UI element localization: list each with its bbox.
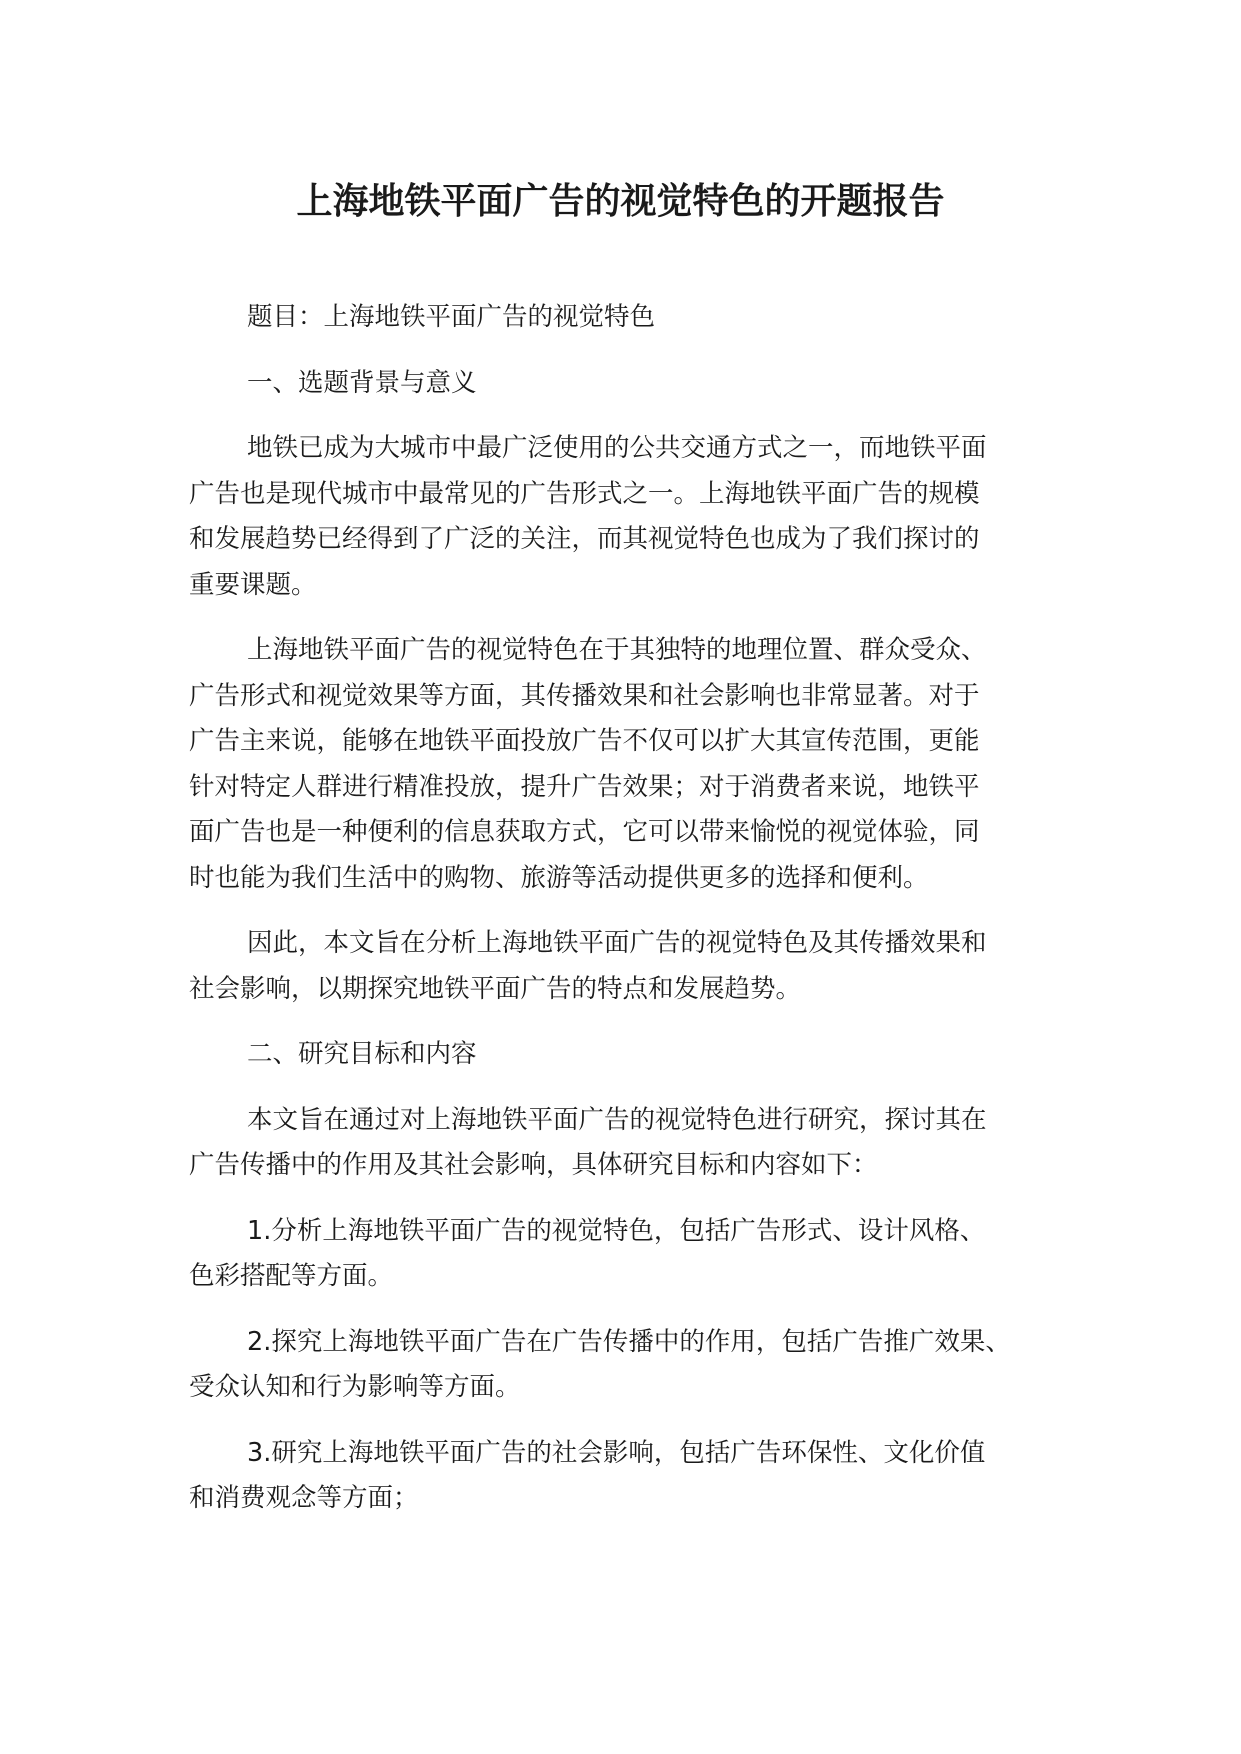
paragraph-line: 2.探究上海地铁平面广告在广告传播中的作用，包括广告推广效果、 (247, 1326, 1011, 1357)
paragraph-line: 和发展趋势已经得到了广泛的关注，而其视觉特色也成为了我们探讨的 (189, 524, 980, 554)
paragraph-line: 二、研究目标和内容 (247, 1039, 477, 1069)
paragraph-line: 广告也是现代城市中最常见的广告形式之一。上海地铁平面广告的规模 (189, 478, 980, 509)
section-heading-1 (189, 361, 1089, 407)
paragraph-line: 广告传播中的作用及其社会影响，具体研究目标和内容如下： (189, 1150, 878, 1180)
paragraph-line: 因此，本文旨在分析上海地铁平面广告的视觉特色及其传播效果和 (247, 928, 987, 958)
paragraph-line: 社会影响，以期探究地铁平面广告的特点和发展趋势。 (189, 973, 802, 1004)
paragraph-line: 广告主来说，能够在地铁平面投放广告不仅可以扩大其宣传范围，更能 (189, 726, 980, 756)
paragraph-line: 广告形式和视觉效果等方面，其传播效果和社会影响也非常显著。对于 (189, 680, 980, 711)
document-body (189, 295, 1089, 1542)
paragraph (189, 426, 1089, 608)
paragraph (189, 921, 1089, 1012)
list-item (189, 1431, 1089, 1522)
paragraph-line: 一、选题背景与意义 (247, 367, 477, 398)
paragraph-line: 本文旨在通过对上海地铁平面广告的视觉特色进行研究，探讨其在 (247, 1104, 987, 1135)
paragraph-line: 色彩搭配等方面。 (189, 1261, 394, 1291)
paragraph (189, 628, 1089, 901)
paragraph-line: 重要课题。 (189, 569, 317, 600)
list-item (189, 1320, 1089, 1411)
document-title: 上海地铁平面广告的视觉特色的开题报告 (296, 181, 945, 222)
paragraph (189, 1098, 1089, 1189)
list-item (189, 1209, 1089, 1300)
paragraph-line: 面广告也是一种便利的信息获取方式，它可以带来愉悦的视觉体验，同 (189, 817, 980, 847)
paragraph-line: 时也能为我们生活中的购物、旅游等活动提供更多的选择和便利。 (189, 862, 929, 893)
paragraph-line: 地铁已成为大城市中最广泛使用的公共交通方式之一，而地铁平面 (247, 433, 987, 463)
paragraph-line: 受众认知和行为影响等方面。 (189, 1372, 521, 1402)
paragraph-line: 1.分析上海地铁平面广告的视觉特色，包括广告形式、设计风格、 (247, 1215, 986, 1246)
paragraph-line: 上海地铁平面广告的视觉特色在于其独特的地理位置、群众受众、 (247, 635, 987, 665)
paragraph-line: 针对特定人群进行精准投放，提升广告效果；对于消费者来说，地铁平 (189, 771, 980, 802)
section-heading-2 (189, 1032, 1089, 1078)
paragraph-topic (189, 295, 1089, 341)
paragraph-line: 3.研究上海地铁平面广告的社会影响，包括广告环保性、文化价值 (247, 1437, 986, 1468)
paragraph-line: 和消费观念等方面； (189, 1483, 419, 1513)
paragraph-line: 题目：上海地铁平面广告的视觉特色 (247, 302, 656, 332)
